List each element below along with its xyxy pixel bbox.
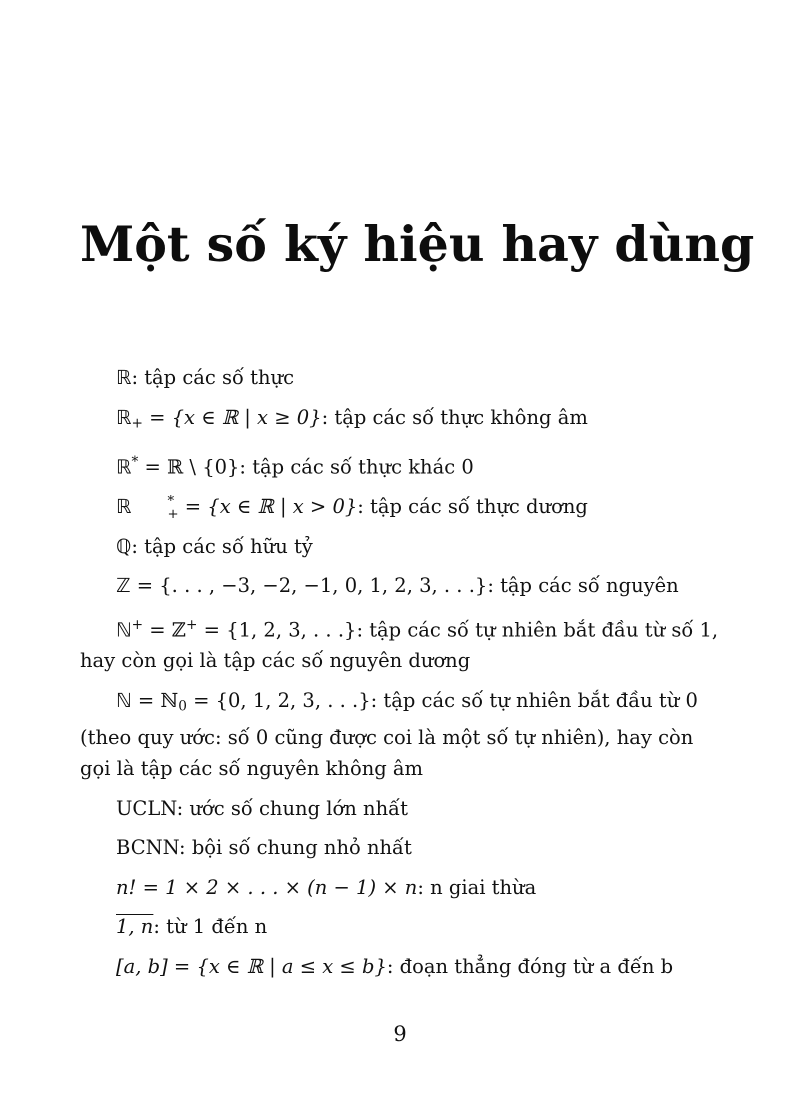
notation-nonnegative-reals [80,402,725,439]
description: : từ 1 đến n [153,915,268,939]
symbol: ℝ [116,366,132,389]
symbol: ℕ [116,618,132,642]
notation-rationals [80,531,725,562]
notation-naturals [80,685,725,784]
formula: = ℝ \ {0} [138,455,240,479]
description: : đoạn thẳng đóng từ a đến b [386,954,674,978]
description: : n giai thừa [417,875,537,899]
formula-part: = ℕ [131,688,179,712]
notation-closed-interval [80,951,725,982]
notation-positive-reals [80,491,725,522]
formula: = {0, 1, 2, 3, . . .} [186,688,371,712]
formula: = {. . . , −3, −2, −1, 0, 1, 2, 3, . . .} [130,574,488,598]
notation-list [80,362,725,990]
description: : bội số chung nhỏ nhất [179,836,412,860]
term: BCNN [116,836,180,860]
superscript: + [131,616,144,633]
description: : tập các số thực dương [357,495,588,519]
notation-integers [80,570,725,601]
description: : tập các số thực [131,366,295,389]
formula: = {x ∈ ℝ | x ≥ 0} [142,405,322,429]
superscript: * [167,494,175,510]
term: n! = 1 × 2 × . . . × (n − 1) × n [116,875,418,899]
symbol: ℝ [116,455,132,479]
description: : tập các số thực không âm [321,405,588,429]
superscript: * [131,454,139,471]
symbol: ℝ [116,405,132,429]
notation-nonzero-reals [80,447,725,483]
formula: = {x ∈ ℝ | x > 0} [178,495,358,519]
description: : tập các số thực khác 0 [239,455,474,479]
description: : tập các số tự nhiên bắt đầu từ 0 (theo quy ước: số 0 cũng được coi là một số tự nhiên), hay còn gọi là tập các số nguyên không âm [80,688,698,781]
superscript: + [186,616,198,633]
formula-part: = ℤ [143,618,187,642]
description: : tập các số nguyên [487,574,679,598]
description: : ước số chung lớn nhất [176,796,408,820]
page-number: 9 [393,1022,407,1046]
symbol: ℝ [116,495,132,519]
term: 1, n [116,915,154,939]
term: [a, b] = {x ∈ ℝ | a ≤ x ≤ b} [116,954,387,978]
subscript: + [131,414,143,431]
symbol: ℚ [116,534,132,558]
subscript: + [167,507,179,523]
page-title: Một số ký hiệu hay dùng [80,215,755,273]
formula: = {1, 2, 3, . . .} [197,618,357,642]
notation-positive-naturals [80,610,725,677]
description: : tập các số hữu tỷ [131,534,313,558]
notation-range [80,911,725,942]
notation-lcm [80,832,725,863]
notation-factorial [80,872,725,903]
term: UCLN [116,796,177,820]
symbol: ℤ [116,574,131,598]
symbol: ℕ [116,688,132,712]
notation-gcd [80,793,725,824]
description: : tập các số tự nhiên bắt đầu từ số 1, hay còn gọi là tập các số nguyên dương [80,618,719,673]
subscript: 0 [178,698,187,715]
sub-superscript [131,496,178,521]
notation-real-numbers [80,362,725,393]
